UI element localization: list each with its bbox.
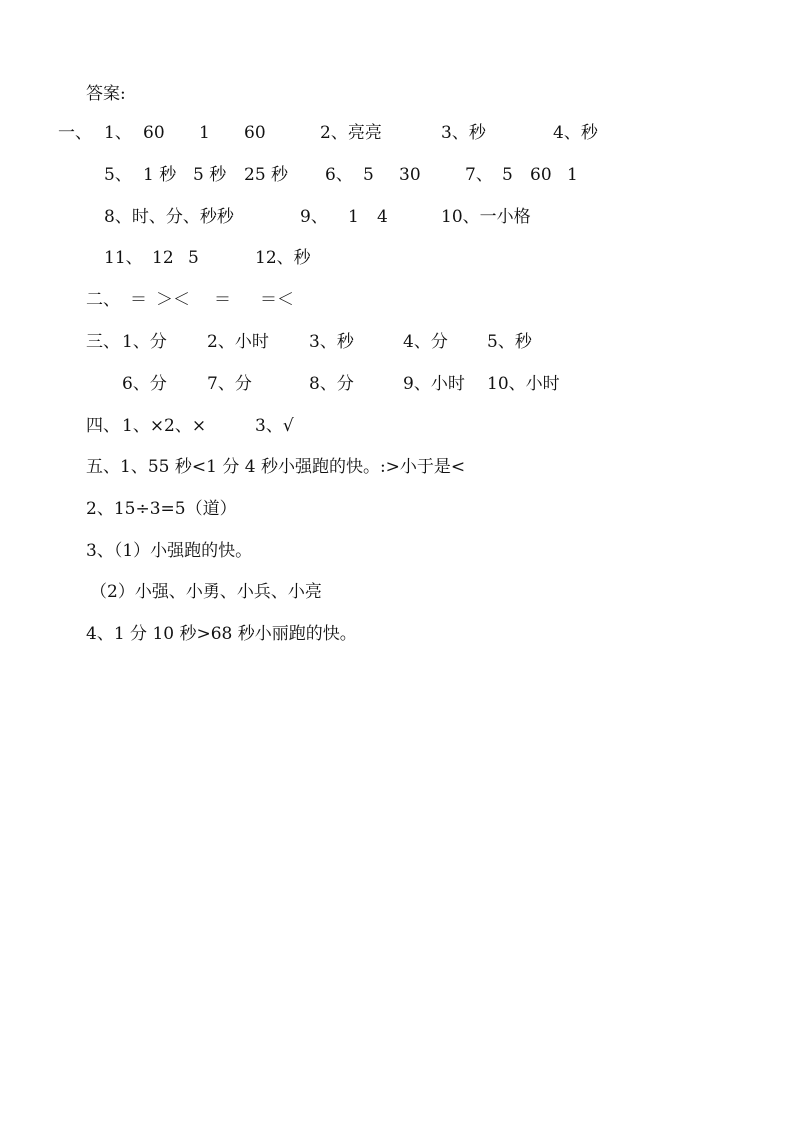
answer-item: 8、时、分、秒秒 — [104, 207, 234, 227]
answer-item: 60 — [530, 165, 552, 185]
section4-row — [0, 414, 294, 438]
answer-item: 60 — [244, 123, 266, 143]
answer-title: 答案: — [86, 84, 126, 104]
answer-item: 1 — [567, 165, 578, 185]
answer-item: 2、亮亮 — [320, 123, 382, 143]
answer-item: 1 秒 — [143, 165, 177, 185]
answer-item: 7、分 — [207, 374, 252, 394]
section5-text: 五、1、55 秒<1 分 4 秒小强跑的快。:>小于是< — [86, 457, 466, 477]
answer-item: 3、秒 — [309, 332, 354, 352]
answer-item: 4、秒 — [553, 123, 598, 143]
section4-label: 四、 — [86, 416, 120, 436]
answer-item: 1 — [199, 123, 210, 143]
section5-line4 — [0, 580, 322, 604]
section3-label: 三、 — [86, 332, 120, 352]
answer-item: 4、分 — [403, 332, 448, 352]
answer-item: 1、×2、× — [122, 416, 207, 436]
answer-item: 10、小时 — [487, 374, 560, 394]
answer-item: 6、分 — [122, 374, 167, 394]
answer-item: 5、 — [104, 165, 132, 185]
section2-label: 二、 — [86, 290, 120, 310]
section1-label: 一、 — [58, 123, 92, 143]
answer-item: 5 — [363, 165, 374, 185]
section5-line2 — [0, 497, 237, 521]
answer-item: ＝ — [214, 290, 231, 310]
answer-item: 2、小时 — [207, 332, 269, 352]
answer-item: ＞＜ — [156, 290, 190, 310]
answer-item: 5 — [188, 248, 199, 268]
section1-row3 — [0, 205, 531, 229]
section5-text: 4、1 分 10 秒>68 秒小丽跑的快。 — [86, 624, 357, 644]
answer-item: ＝＜ — [260, 290, 294, 310]
section5-text: 2、15÷3=5（道） — [86, 499, 237, 519]
section1-row2 — [0, 163, 578, 187]
answer-title-line — [0, 82, 126, 106]
answer-item: 3、秒 — [441, 123, 486, 143]
section1-row1 — [0, 121, 598, 145]
answer-item: 1、分 — [122, 332, 167, 352]
answer-item: ＝ — [130, 290, 147, 310]
answer-item: 1 — [348, 207, 359, 227]
answer-item: 6、 — [325, 165, 353, 185]
answer-item: 11、 — [104, 248, 143, 268]
answer-item: 30 — [399, 165, 421, 185]
answer-item: 5 秒 — [193, 165, 227, 185]
answer-item: 25 秒 — [244, 165, 289, 185]
answer-item: 9、小时 — [403, 374, 465, 394]
section1-row4 — [0, 246, 311, 270]
answer-item: 5 — [502, 165, 513, 185]
answer-item: 12、秒 — [255, 248, 311, 268]
answer-item: 9、 — [300, 207, 328, 227]
answer-item: 8、分 — [309, 374, 354, 394]
section5-line1 — [0, 455, 466, 479]
answer-item: 4 — [377, 207, 388, 227]
answer-item: 3、√ — [255, 416, 294, 436]
section2-row — [0, 288, 294, 312]
answer-item: 60 — [143, 123, 165, 143]
answer-item: 1、 — [104, 123, 132, 143]
section5-text: 3、（1）小强跑的快。 — [86, 541, 253, 561]
section5-line5 — [0, 622, 357, 646]
answer-item: 10、一小格 — [441, 207, 531, 227]
answer-item: 12 — [152, 248, 174, 268]
answer-item: 7、 — [465, 165, 493, 185]
section5-line3 — [0, 539, 253, 563]
section5-text: （2）小强、小勇、小兵、小亮 — [90, 582, 322, 602]
section3-row1 — [0, 330, 532, 354]
section3-row2 — [0, 372, 560, 396]
answer-item: 5、秒 — [487, 332, 532, 352]
